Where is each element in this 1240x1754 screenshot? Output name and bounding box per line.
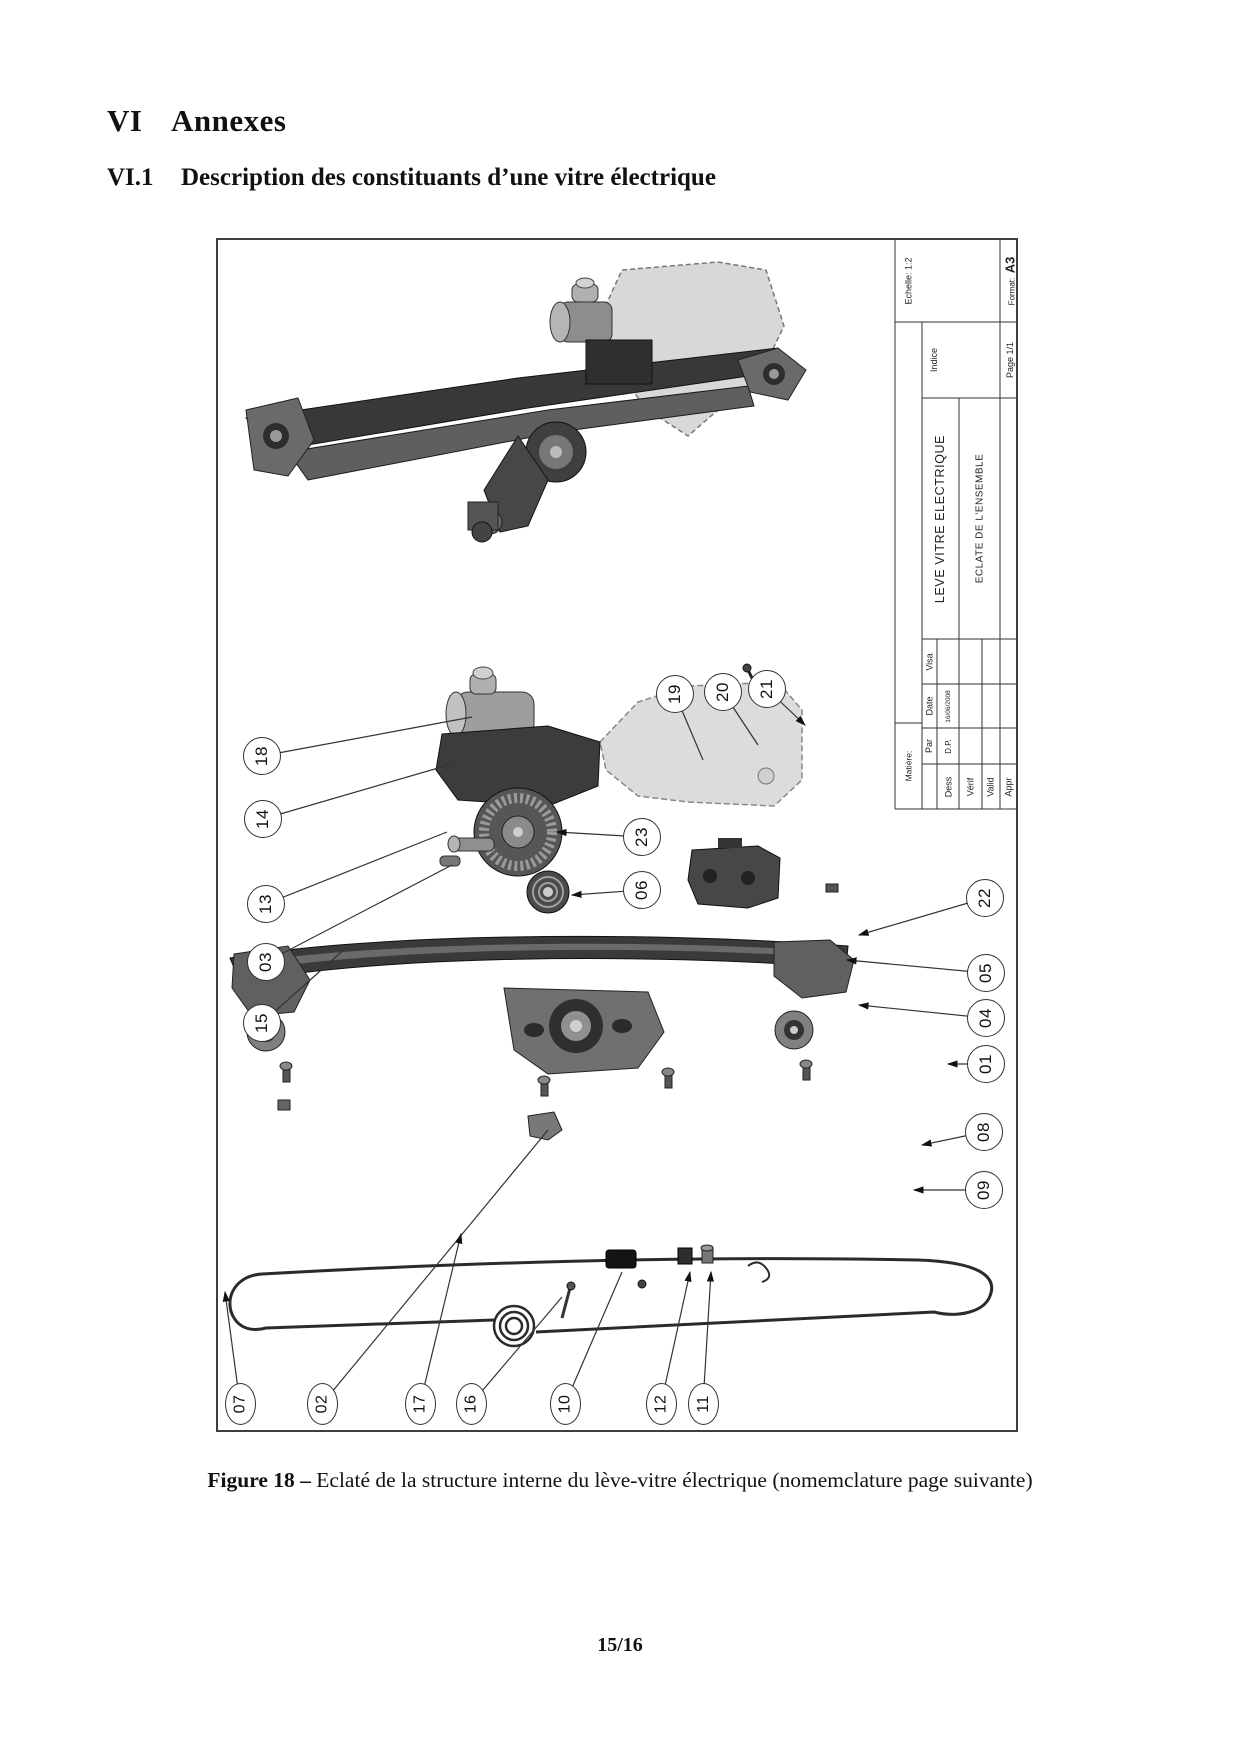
callout-19: 19	[656, 675, 694, 713]
titleblock-par-cell: Par	[924, 738, 935, 754]
titleblock-format-cell: Format: A3	[1002, 256, 1018, 306]
figure-caption-label: Figure 18 –	[207, 1468, 311, 1492]
callout-17: 17	[405, 1383, 436, 1425]
cable-assembly	[230, 1245, 992, 1346]
callout-18: 18	[243, 737, 281, 775]
subsection-title: Description des constituants d’une vitre électrique	[181, 164, 716, 191]
titleblock-valid-cell: Valid	[986, 776, 997, 797]
titleblock-matiere-cell: Matière:	[903, 750, 914, 782]
callout-16: 16	[456, 1383, 487, 1425]
titleblock-date-cell: Date	[924, 696, 935, 716]
callout-11: 11	[688, 1383, 719, 1425]
figure-caption-text: Eclaté de la structure interne du lève-vitre électrique (nomemclature page suivante)	[310, 1468, 1033, 1492]
subsection-number: VI.1	[107, 164, 154, 191]
callout-12: 12	[646, 1383, 677, 1425]
titleblock-page-cell: Page 1/1	[1005, 341, 1015, 379]
callout-02: 02	[307, 1383, 338, 1425]
titleblock-verif-cell: Vérif	[965, 777, 976, 796]
section-heading	[107, 103, 286, 139]
titleblock-subtitle-cell: ECLATE DE L'ENSEMBLE	[974, 453, 986, 584]
callout-15: 15	[243, 1004, 281, 1042]
titleblock-appr-cell: Appr	[1003, 776, 1014, 797]
figure-frame	[216, 238, 1018, 1432]
callout-23: 23	[623, 818, 661, 856]
titleblock-visa-cell: Visa	[924, 652, 935, 671]
callout-22: 22	[966, 879, 1004, 917]
callout-01: 01	[967, 1045, 1005, 1083]
callout-13: 13	[247, 885, 285, 923]
titleblock-date-value: 16/06/2008	[944, 689, 952, 723]
callout-07: 07	[225, 1383, 256, 1425]
section-number: VI	[107, 103, 143, 138]
subsection-heading	[107, 164, 716, 192]
callout-10: 10	[550, 1383, 581, 1425]
callout-08: 08	[965, 1113, 1003, 1151]
titleblock-dp-value: D.P.	[943, 738, 953, 754]
callout-04: 04	[967, 999, 1005, 1037]
titleblock-title-cell: LEVE VITRE ELECTRIQUE	[933, 434, 948, 603]
top-assembly	[246, 262, 806, 542]
page-number: 15/16	[597, 1634, 643, 1656]
titleblock-indice-cell: Indice	[929, 347, 939, 373]
callout-03: 03	[247, 943, 285, 981]
titleblock-scale-cell: Echelle: 1:2	[903, 257, 914, 305]
callout-05: 05	[967, 954, 1005, 992]
titleblock-dess-cell: Dess	[942, 776, 953, 797]
callout-20: 20	[704, 673, 742, 711]
callout-21: 21	[748, 670, 786, 708]
technical-drawing	[218, 240, 1016, 1430]
callout-14: 14	[244, 800, 282, 838]
figure-caption	[0, 1468, 1240, 1493]
callout-06: 06	[623, 871, 661, 909]
lower-rail-assembly	[230, 936, 854, 1140]
section-title: Annexes	[171, 103, 287, 138]
callout-09: 09	[965, 1171, 1003, 1209]
